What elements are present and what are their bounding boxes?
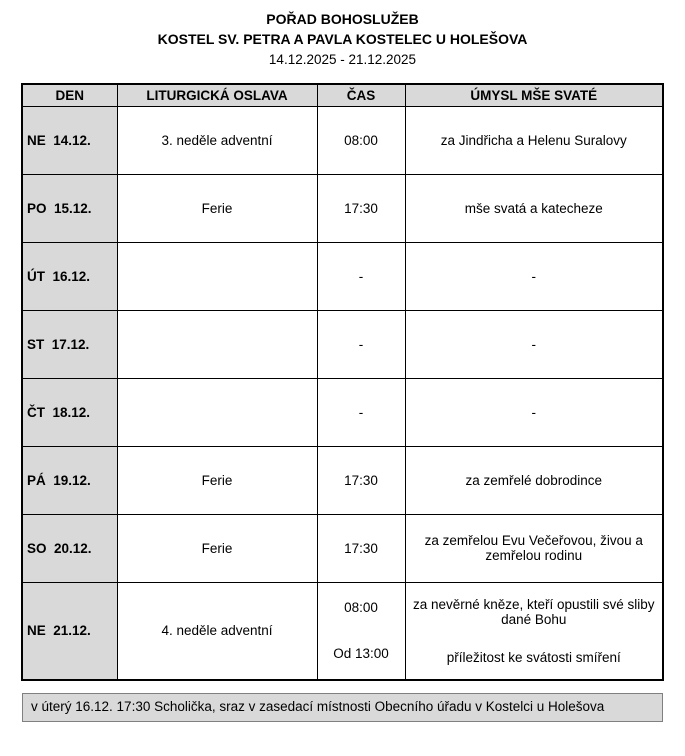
intention-entry-2: příležitost ke svátosti smíření bbox=[446, 650, 621, 666]
day-cell: SO 20.12. bbox=[22, 514, 117, 582]
time-cell: 08:00 bbox=[317, 106, 405, 174]
column-header-celebration: LITURGICKÁ OSLAVA bbox=[117, 84, 317, 106]
day-cell: PO 15.12. bbox=[22, 174, 117, 242]
celebration-cell: Ferie bbox=[117, 446, 317, 514]
celebration-cell bbox=[117, 242, 317, 310]
time-cell: - bbox=[317, 310, 405, 378]
schedule-table bbox=[21, 83, 664, 681]
time-cell bbox=[317, 582, 405, 680]
intention-cell: za zemřelé dobrodince bbox=[405, 446, 663, 514]
date-range: 14.12.2025 - 21.12.2025 bbox=[268, 52, 417, 68]
column-header-intention: ÚMYSL MŠE SVATÉ bbox=[405, 84, 663, 106]
intention-entry-1: za nevěrné kněze, kteří opustili své sliby dané Bohu bbox=[412, 596, 655, 627]
table-row bbox=[22, 378, 663, 446]
table-row bbox=[22, 310, 663, 378]
table-row bbox=[22, 106, 663, 174]
column-header-time: ČAS bbox=[317, 84, 405, 106]
celebration-cell: Ferie bbox=[117, 174, 317, 242]
intention-cell: - bbox=[405, 242, 663, 310]
intention-cell: mše svatá a katecheze bbox=[405, 174, 663, 242]
time-entry-2: Od 13:00 bbox=[333, 646, 389, 662]
page-subtitle: KOSTEL SV. PETRA A PAVLA KOSTELEC U HOLEŠOVA bbox=[157, 30, 528, 47]
table-row bbox=[22, 242, 663, 310]
time-cell: 17:30 bbox=[317, 446, 405, 514]
intention-cell: - bbox=[405, 310, 663, 378]
intention-cell: - bbox=[405, 378, 663, 446]
column-header-day: DEN bbox=[22, 84, 117, 106]
document-header bbox=[0, 10, 685, 70]
day-cell: NE 14.12. bbox=[22, 106, 117, 174]
time-entry-1: 08:00 bbox=[344, 600, 378, 616]
time-cell: - bbox=[317, 378, 405, 446]
table-row bbox=[22, 174, 663, 242]
table-row bbox=[22, 514, 663, 582]
celebration-cell: 3. neděle adventní bbox=[117, 106, 317, 174]
celebration-cell bbox=[117, 378, 317, 446]
celebration-cell: 4. neděle adventní bbox=[117, 582, 317, 680]
footer-note: v úterý 16.12. 17:30 Scholička, sraz v zasedací místnosti Obecního úřadu v Kostelci u Holešova bbox=[22, 693, 663, 722]
time-cell: 17:30 bbox=[317, 174, 405, 242]
intention-cell: za Jindřicha a Helenu Suralovy bbox=[405, 106, 663, 174]
table-row bbox=[22, 446, 663, 514]
day-cell: PÁ 19.12. bbox=[22, 446, 117, 514]
time-cell: 17:30 bbox=[317, 514, 405, 582]
day-cell: ČT 18.12. bbox=[22, 378, 117, 446]
time-cell: - bbox=[317, 242, 405, 310]
table-row bbox=[22, 582, 663, 680]
day-cell: ÚT 16.12. bbox=[22, 242, 117, 310]
table-header-row bbox=[22, 84, 663, 106]
celebration-cell bbox=[117, 310, 317, 378]
page-title: POŘAD BOHOSLUŽEB bbox=[266, 11, 419, 27]
day-cell: ST 17.12. bbox=[22, 310, 117, 378]
intention-cell: za zemřelou Evu Večeřovou, živou a zemřelou rodinu bbox=[405, 514, 663, 582]
celebration-cell: Ferie bbox=[117, 514, 317, 582]
intention-cell bbox=[405, 582, 663, 680]
day-cell: NE 21.12. bbox=[22, 582, 117, 680]
